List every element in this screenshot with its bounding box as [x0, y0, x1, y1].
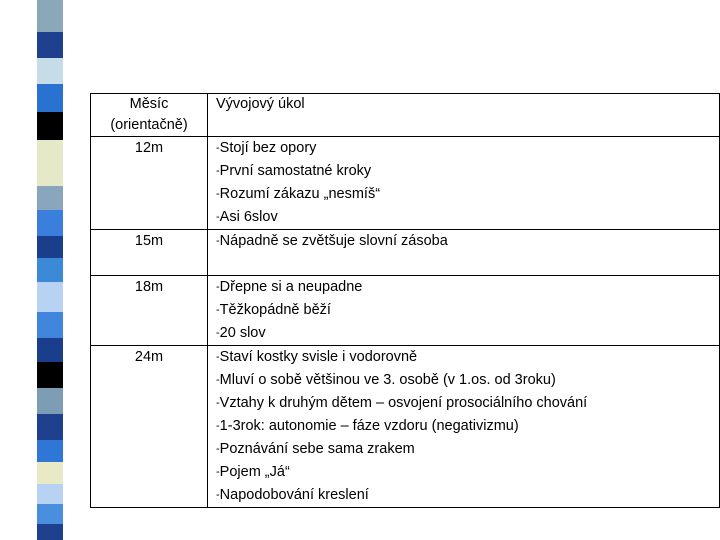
stripe-block	[37, 186, 63, 210]
stripe-block	[37, 362, 63, 388]
tasks-cell	[208, 276, 720, 346]
stripe-block	[37, 484, 63, 504]
stripe-block	[37, 0, 63, 32]
month-cell: 24m	[91, 346, 208, 508]
task-item: -Pojem „Já“	[216, 464, 290, 480]
stripe-block	[37, 58, 63, 84]
task-item: -Staví kostky svisle i vodorovně	[216, 349, 418, 365]
stripe-block	[37, 312, 63, 338]
task-item: -Těžkopádně běží	[216, 302, 331, 318]
stripe-block	[37, 32, 63, 58]
stripe-block	[37, 236, 63, 258]
task-item: -Rozumí zákazu „nesmíš“	[216, 186, 381, 202]
table-row	[91, 230, 720, 276]
stripe-block	[37, 338, 63, 362]
task-item: -Vztahy k druhým dětem – osvojení prosociálního chování	[216, 395, 588, 411]
stripe-block	[37, 440, 63, 462]
stripe-block	[37, 282, 63, 312]
stripe-block	[37, 210, 63, 236]
tasks-cell	[208, 230, 720, 276]
stripe-block	[37, 140, 63, 186]
stripe-block	[37, 258, 63, 282]
table-row	[91, 137, 720, 230]
table-header-row	[91, 94, 720, 137]
decorative-stripe	[0, 0, 64, 540]
table-row	[91, 346, 720, 508]
task-item: -20 slov	[216, 325, 266, 341]
task-column-header: Vývojový úkol	[208, 94, 720, 137]
task-item: -Napodobování kreslení	[216, 487, 369, 503]
stripe-block	[37, 388, 63, 414]
task-item: -První samostatné kroky	[216, 163, 372, 179]
month-header-line: Měsíc	[129, 96, 169, 112]
table-row	[91, 276, 720, 346]
tasks-cell	[208, 137, 720, 230]
stripe-block	[37, 84, 63, 112]
task-item: -Poznávání sebe sama zrakem	[216, 441, 415, 457]
month-cell: 12m	[91, 137, 208, 230]
task-item: -Nápadně se zvětšuje slovní zásoba	[216, 233, 448, 249]
stripe-block	[37, 414, 63, 440]
month-header-line: (orientačně)	[110, 117, 188, 133]
development-table	[90, 93, 720, 508]
stripe-block	[37, 504, 63, 524]
stripe-block	[37, 462, 63, 484]
task-item: -Asi 6slov	[216, 209, 278, 225]
stripe-block	[37, 524, 63, 540]
month-column-header	[91, 94, 208, 137]
task-item: -Stojí bez opory	[216, 140, 317, 156]
stripe-block	[37, 112, 63, 140]
task-item: -1-3rok: autonomie – fáze vzdoru (negativizmu)	[216, 418, 519, 434]
task-item: -Dřepne si a neupadne	[216, 279, 363, 295]
month-cell: 15m	[91, 230, 208, 276]
month-cell: 18m	[91, 276, 208, 346]
task-item: -Mluví o sobě většinou ve 3. osobě (v 1.os. od 3roku)	[216, 372, 556, 388]
tasks-cell	[208, 346, 720, 508]
